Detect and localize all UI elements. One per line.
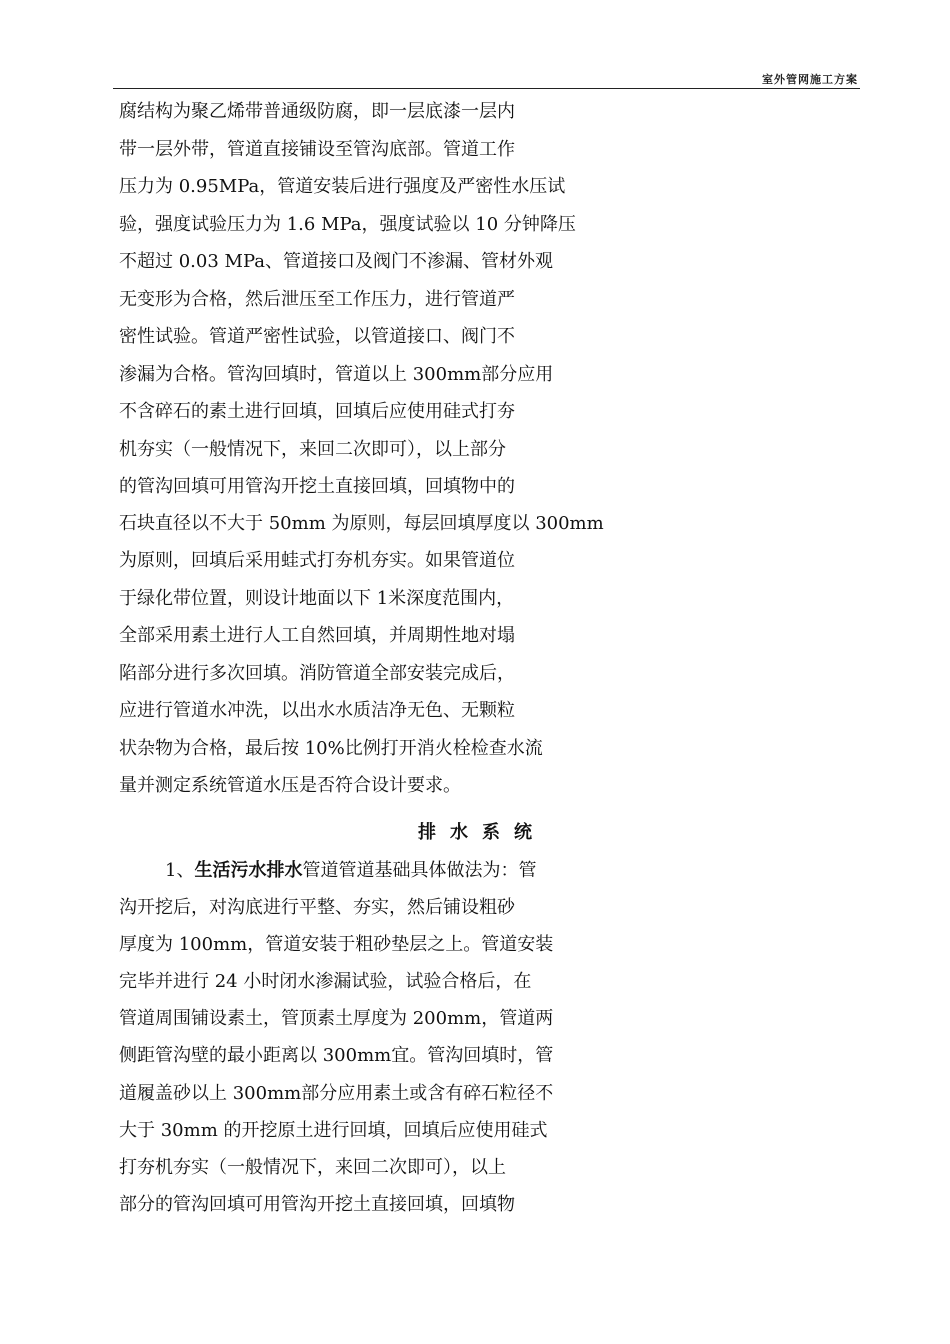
text-line: 为原则，回填后采用蛙式打夯机夯实。如果管道位 xyxy=(119,550,515,571)
text-line: 带一层外带，管道直接铺设至管沟底部。管道工作 xyxy=(119,139,515,160)
text-line: 不超过 0.03 MPa、管道接口及阀门不渗漏、管材外观 xyxy=(119,251,553,272)
text-line: 腐结构为聚乙烯带普通级防腐，即一层底漆一层内 xyxy=(119,101,515,122)
text-line: 机夯实（一般情况下，来回二次即可），以上部分 xyxy=(119,439,506,460)
text-line: 于绿化带位置，则设计地面以下 1米深度范围内， xyxy=(119,588,515,609)
text-line: 大于 30mm 的开挖原土进行回填，回填后应使用硅式 xyxy=(119,1120,548,1141)
text-line: 陷部分进行多次回填。消防管道全部安装完成后， xyxy=(119,663,515,684)
text-line: 渗漏为合格。管沟回填时，管道以上 300mm部分应用 xyxy=(119,364,554,385)
item-title: 生活污水排水 xyxy=(194,860,303,881)
text-line: 不含碎石的素土进行回填，回填后应使用硅式打夯 xyxy=(119,401,515,422)
text-line: 道履盖砂以上 300mm部分应用素土或含有碎石粒径不 xyxy=(119,1083,554,1104)
text-line: 密性试验。管道严密性试验，以管道接口、阀门不 xyxy=(119,326,515,347)
text-line: 无变形为合格，然后泄压至工作压力，进行管道严 xyxy=(119,289,515,310)
section-heading: 排水系统 xyxy=(418,822,546,843)
text-line: 厚度为 100mm，管道安装于粗砂垫层之上。管道安装 xyxy=(119,934,554,955)
text-line: 部分的管沟回填可用管沟开挖土直接回填，回填物 xyxy=(119,1194,515,1215)
text-line: 沟开挖后，对沟底进行平整、夯实，然后铺设粗砂 xyxy=(119,897,515,918)
text-line: 量并测定系统管道水压是否符合设计要求。 xyxy=(119,775,461,796)
text-line: 压力为 0.95MPa，管道安装后进行强度及严密性水压试 xyxy=(119,176,566,197)
item-number: 1、 xyxy=(165,860,195,881)
item-text: 管道管道基础具体做法为：管 xyxy=(302,860,537,881)
page-header xyxy=(113,68,860,89)
text-line: 完毕并进行 24 小时闭水渗漏试验，试验合格后，在 xyxy=(119,971,532,992)
text-line: 打夯机夯实（一般情况下，来回二次即可），以上 xyxy=(119,1157,506,1178)
text-line: 石块直径以不大于 50mm 为原则，每层回填厚度以 300mm xyxy=(119,513,604,534)
text-line: 管道周围铺设素土，管顶素土厚度为 200mm，管道两 xyxy=(119,1008,554,1029)
header-title: 室外管网施工方案 xyxy=(762,73,858,86)
text-line: 的管沟回填可用管沟开挖土直接回填，回填物中的 xyxy=(119,476,515,497)
text-line: 状杂物为合格，最后按 10%比例打开消火栓检查水流 xyxy=(119,738,543,759)
text-line: 验，强度试验压力为 1.6 MPa，强度试验以 10 分钟降压 xyxy=(119,214,576,235)
text-line xyxy=(165,856,841,886)
text-line: 侧距管沟壁的最小距离以 300mm宜。管沟回填时，管 xyxy=(119,1045,554,1066)
text-line: 全部采用素土进行人工自然回填，并周期性地对塌 xyxy=(119,625,515,646)
text-line: 应进行管道水冲洗，以出水水质洁净无色、无颗粒 xyxy=(119,700,515,721)
